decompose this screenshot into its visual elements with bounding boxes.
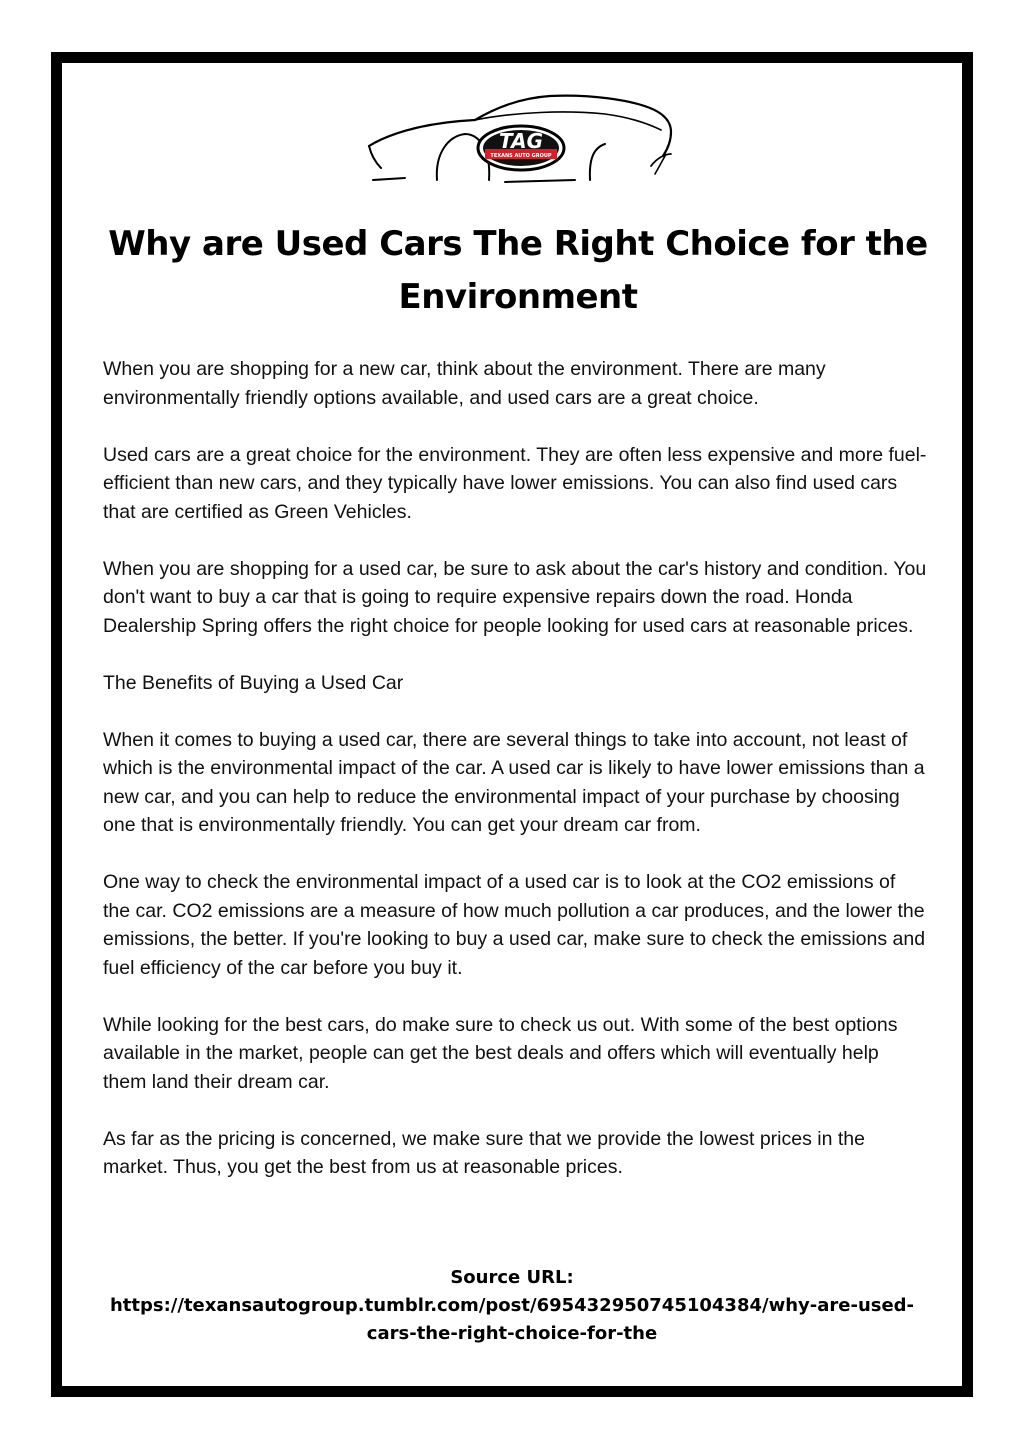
paragraph: When you are shopping for a new car, think about the environment. There are many environmentally friendly options available, and used cars are a great choice. [103,358,826,409]
paragraph: When it comes to buying a used car, there are several things to take into account, not least of which is the environmental impact of the car. A used car is likely to have lower emissions than a new car, and you can help to reduce the environmental impact of your purchase by choosing one that is environmentally friendly. You can get your dream car from. [103,728,925,836]
source-label: Source URL: [450,1267,574,1288]
logo-subtext: TEXANS AUTO GROUP [490,153,552,159]
paragraph: Used cars are a great choice for the environment. They are often less expensive and more fuel-efficient than new cars, and they typically have lower emissions. You can also find used cars that are certified as Green Vehicles. [103,443,927,523]
source-block [100,1264,924,1348]
source-url-link[interactable]: https://texansautogroup.tumblr.com/post/695432950745104384/why-are-used-cars-the-right-choice-for-the [109,1295,915,1344]
paragraph: When you are shopping for a used car, be sure to ask about the car's history and condition. You don't want to buy a car that is going to require expensive repairs down the road. Honda Dealership Spring offers the right choice for people looking for used cars at reasonable prices. [103,557,927,637]
paragraph: As far as the pricing is concerned, we make sure that we provide the lowest prices in the market. Thus, you get the best from us at reasonable prices. [103,1127,865,1178]
paragraph: While looking for the best cars, do make sure to check us out. With some of the best options available in the market, people can get the best deals and offers which will eventually help them land their dream car. [103,1013,898,1093]
section-heading: The Benefits of Buying a Used Car [103,671,404,694]
car-silhouette-logo-icon [365,92,677,188]
paragraph: One way to check the environmental impact of a used car is to look at the CO2 emissions of the car. CO2 emissions are a measure of how much pollution a car produces, and the lower the emissions, the better. If you're looking to buy a used car, make sure to check the emissions and fuel efficiency of the car before you buy it. [103,871,926,979]
tag-logo [365,92,677,188]
page-title: Why are Used Cars The Right Choice for the Environment [108,224,928,317]
article-body [103,355,927,1210]
logo-text: TAG [499,129,543,153]
